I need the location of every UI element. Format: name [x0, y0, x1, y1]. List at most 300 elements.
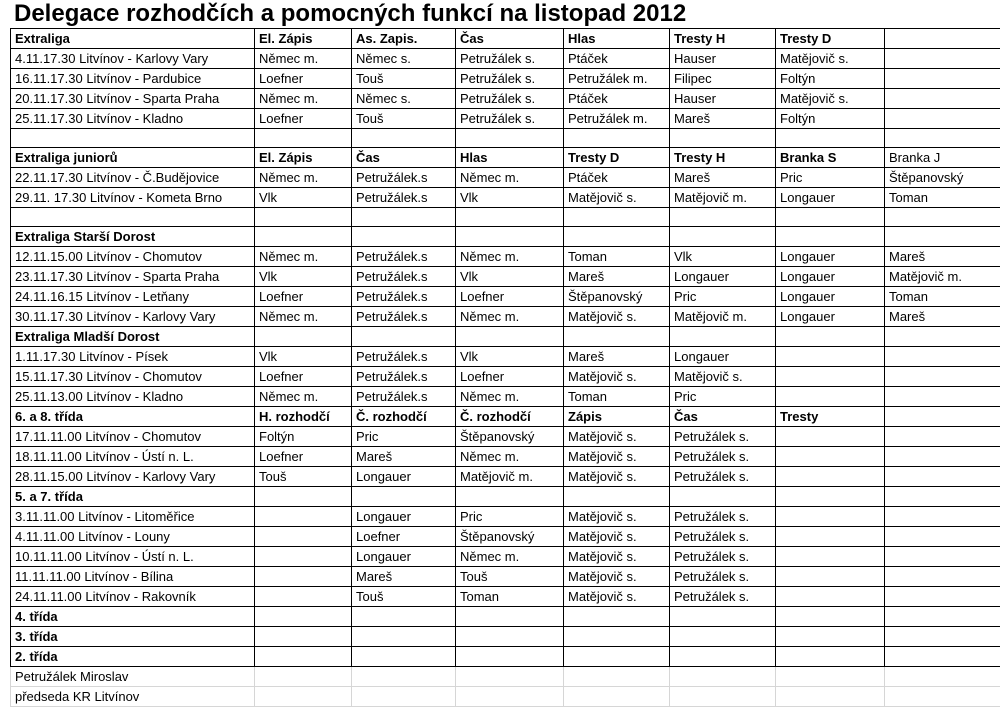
- table-cell: Petružálek.s: [352, 387, 456, 407]
- table-cell: [885, 647, 1000, 667]
- table-row: [11, 287, 1000, 307]
- table-cell: [255, 227, 352, 247]
- table-row: [11, 247, 1000, 267]
- match-cell: 3.11.11.00 Litvínov - Litoměřice: [11, 507, 255, 527]
- table-cell: Foltýn: [776, 69, 885, 89]
- table-cell: Ptáček: [564, 168, 670, 188]
- table-cell: Tresty D: [776, 29, 885, 49]
- table-cell: Matějovič s.: [564, 427, 670, 447]
- table-cell: Longauer: [776, 247, 885, 267]
- table-cell: [776, 447, 885, 467]
- table-cell: Matějovič m.: [885, 267, 1000, 287]
- table-cell: [352, 227, 456, 247]
- table-cell: [776, 129, 885, 148]
- table-cell: Vlk: [456, 267, 564, 287]
- table-cell: [255, 507, 352, 527]
- table-cell: [776, 587, 885, 607]
- table-cell: Petružálek.s: [352, 347, 456, 367]
- table-cell: [255, 487, 352, 507]
- table-cell: [670, 667, 776, 687]
- table-row: [11, 69, 1000, 89]
- table-cell: Branka J: [885, 148, 1000, 168]
- match-cell: 24.11.11.00 Litvínov - Rakovník: [11, 587, 255, 607]
- table-cell: Touš: [352, 109, 456, 129]
- table-cell: [670, 129, 776, 148]
- section-header-row: [11, 407, 1000, 427]
- match-cell: 15.11.17.30 Litvínov - Chomutov: [11, 367, 255, 387]
- table-row: [11, 49, 1000, 69]
- section-header-row: [11, 487, 1000, 507]
- table-cell: [776, 327, 885, 347]
- table-cell: [885, 587, 1000, 607]
- table-cell: Petružálek m.: [564, 69, 670, 89]
- section-label-cell: Extraliga Mladší Dorost: [11, 327, 255, 347]
- table-cell: Němec s.: [352, 49, 456, 69]
- table-cell: Longauer: [670, 347, 776, 367]
- table-cell: [255, 527, 352, 547]
- table-cell: Touš: [255, 467, 352, 487]
- match-cell: 10.11.11.00 Litvínov - Ústí n. L.: [11, 547, 255, 567]
- table-cell: Petružálek.s: [352, 287, 456, 307]
- table-cell: Hauser: [670, 89, 776, 109]
- table-cell: Mareš: [564, 267, 670, 287]
- table-cell: Zápis: [564, 407, 670, 427]
- table-cell: [456, 208, 564, 227]
- table-cell: [564, 687, 670, 707]
- table-cell: [776, 208, 885, 227]
- section-label-cell: Extraliga: [11, 29, 255, 49]
- table-cell: Pric: [670, 387, 776, 407]
- table-cell: Loefner: [255, 447, 352, 467]
- table-cell: Štěpanovský: [885, 168, 1000, 188]
- table-cell: Vlk: [456, 347, 564, 367]
- table-cell: [352, 667, 456, 687]
- table-cell: Branka S: [776, 148, 885, 168]
- table-cell: [670, 487, 776, 507]
- table-cell: Hlas: [456, 148, 564, 168]
- table-row: [11, 427, 1000, 447]
- table-cell: [776, 507, 885, 527]
- table-cell: [885, 49, 1000, 69]
- table-cell: Toman: [456, 587, 564, 607]
- table-cell: Matějovič s.: [776, 49, 885, 69]
- table-cell: [456, 667, 564, 687]
- table-cell: [255, 667, 352, 687]
- table-cell: [776, 367, 885, 387]
- table-cell: [776, 687, 885, 707]
- match-cell: 4.11.17.30 Litvínov - Karlovy Vary: [11, 49, 255, 69]
- table-cell: [885, 208, 1000, 227]
- table-cell: Petružálek.s: [352, 188, 456, 208]
- match-cell: 12.11.15.00 Litvínov - Chomutov: [11, 247, 255, 267]
- table-cell: Foltýn: [255, 427, 352, 447]
- section-label-cell: 5. a 7. třída: [11, 487, 255, 507]
- section-header-row: [11, 627, 1000, 647]
- table-cell: H. rozhodčí: [255, 407, 352, 427]
- table-cell: [456, 607, 564, 627]
- table-cell: [255, 208, 352, 227]
- table-cell: Pric: [670, 287, 776, 307]
- table-cell: Filipec: [670, 69, 776, 89]
- table-cell: Ptáček: [564, 49, 670, 69]
- table-cell: Loefner: [456, 287, 564, 307]
- table-cell: [352, 627, 456, 647]
- table-cell: [564, 667, 670, 687]
- table-cell: [885, 447, 1000, 467]
- table-cell: [885, 507, 1000, 527]
- table-cell: [885, 467, 1000, 487]
- table-cell: [885, 407, 1000, 427]
- table-cell: [885, 347, 1000, 367]
- table-cell: [885, 687, 1000, 707]
- table-cell: Štěpanovský: [564, 287, 670, 307]
- table-cell: Vlk: [255, 267, 352, 287]
- section-label-cell: Extraliga Starší Dorost: [11, 227, 255, 247]
- table-cell: Pric: [352, 427, 456, 447]
- table-cell: [885, 607, 1000, 627]
- match-cell: 25.11.13.00 Litvínov - Kladno: [11, 387, 255, 407]
- table-cell: [885, 327, 1000, 347]
- table-cell: [776, 527, 885, 547]
- table-cell: Longauer: [776, 267, 885, 287]
- table-cell: Petružálek s.: [456, 69, 564, 89]
- table-cell: Toman: [885, 287, 1000, 307]
- table-cell: Mareš: [670, 168, 776, 188]
- table-cell: [885, 89, 1000, 109]
- table-cell: [456, 687, 564, 707]
- delegation-table: [10, 28, 1000, 707]
- table-cell: Touš: [352, 69, 456, 89]
- table-cell: [564, 627, 670, 647]
- table-cell: [352, 607, 456, 627]
- table-cell: Petružálek s.: [670, 547, 776, 567]
- table-cell: Matějovič s.: [564, 447, 670, 467]
- table-cell: Čas: [456, 29, 564, 49]
- table-cell: [776, 347, 885, 367]
- match-cell: [11, 129, 255, 148]
- table-cell: Němec m.: [456, 447, 564, 467]
- table-cell: Němec m.: [255, 387, 352, 407]
- table-row: [11, 567, 1000, 587]
- table-cell: Němec m.: [456, 247, 564, 267]
- table-cell: Longauer: [352, 467, 456, 487]
- table-cell: Mareš: [885, 307, 1000, 327]
- table-cell: Matějovič s.: [670, 367, 776, 387]
- match-cell: 22.11.17.30 Litvínov - Č.Budějovice: [11, 168, 255, 188]
- table-cell: Pric: [776, 168, 885, 188]
- table-cell: Matějovič s.: [564, 188, 670, 208]
- table-cell: [885, 627, 1000, 647]
- table-cell: [456, 129, 564, 148]
- table-cell: Ptáček: [564, 89, 670, 109]
- match-cell: Petružálek Miroslav: [11, 667, 255, 687]
- table-cell: [352, 647, 456, 667]
- table-row: [11, 188, 1000, 208]
- match-cell: 4.11.11.00 Litvínov - Louny: [11, 527, 255, 547]
- table-cell: Němec m.: [255, 168, 352, 188]
- table-cell: [885, 667, 1000, 687]
- table-cell: [885, 29, 1000, 49]
- table-cell: Petružálek s.: [670, 467, 776, 487]
- table-cell: [776, 567, 885, 587]
- table-cell: Matějovič s.: [564, 507, 670, 527]
- table-cell: Petružálek s.: [670, 527, 776, 547]
- table-cell: Matějovič m.: [670, 307, 776, 327]
- table-cell: Matějovič s.: [776, 89, 885, 109]
- table-row: [11, 307, 1000, 327]
- table-cell: Loefner: [352, 527, 456, 547]
- table-cell: [456, 227, 564, 247]
- table-cell: [885, 109, 1000, 129]
- table-cell: Matějovič s.: [564, 567, 670, 587]
- table-cell: [255, 587, 352, 607]
- table-cell: El. Zápis: [255, 29, 352, 49]
- table-cell: Loefner: [255, 367, 352, 387]
- table-cell: [670, 327, 776, 347]
- section-label-cell: 4. třída: [11, 607, 255, 627]
- table-row: [11, 168, 1000, 188]
- table-cell: Petružálek.s: [352, 267, 456, 287]
- table-cell: [564, 208, 670, 227]
- table-cell: Petružálek s.: [670, 587, 776, 607]
- table-cell: [255, 567, 352, 587]
- table-cell: [255, 647, 352, 667]
- match-cell: předseda KR Litvínov: [11, 687, 255, 707]
- table-cell: [670, 627, 776, 647]
- table-cell: Němec m.: [456, 168, 564, 188]
- table-cell: [776, 607, 885, 627]
- match-cell: 11.11.11.00 Litvínov - Bílina: [11, 567, 255, 587]
- table-cell: Matějovič s.: [564, 307, 670, 327]
- table-cell: [456, 487, 564, 507]
- table-cell: Petružálek.s: [352, 367, 456, 387]
- table-row: [11, 507, 1000, 527]
- match-cell: 30.11.17.30 Litvínov - Karlovy Vary: [11, 307, 255, 327]
- table-row: [11, 387, 1000, 407]
- table-cell: Longauer: [670, 267, 776, 287]
- table-row: [11, 447, 1000, 467]
- table-cell: [885, 129, 1000, 148]
- table-cell: Matějovič s.: [564, 467, 670, 487]
- signature-row: [11, 687, 1000, 707]
- table-row: [11, 267, 1000, 287]
- section-label-cell: 3. třída: [11, 627, 255, 647]
- section-header-row: [11, 227, 1000, 247]
- table-cell: Němec m.: [255, 49, 352, 69]
- table-cell: [885, 367, 1000, 387]
- table-cell: [255, 129, 352, 148]
- table-cell: [885, 227, 1000, 247]
- table-cell: Petružálek s.: [670, 427, 776, 447]
- table-cell: Štěpanovský: [456, 427, 564, 447]
- table-cell: Matějovič s.: [564, 367, 670, 387]
- table-cell: Hauser: [670, 49, 776, 69]
- table-cell: [776, 627, 885, 647]
- table-cell: Touš: [456, 567, 564, 587]
- table-cell: [776, 427, 885, 447]
- table-row: [11, 347, 1000, 367]
- table-cell: [352, 129, 456, 148]
- spacer-row: [11, 208, 1000, 227]
- table-cell: [885, 547, 1000, 567]
- match-cell: 16.11.17.30 Litvínov - Pardubice: [11, 69, 255, 89]
- section-header-row: [11, 29, 1000, 49]
- match-cell: 25.11.17.30 Litvínov - Kladno: [11, 109, 255, 129]
- table-cell: [564, 327, 670, 347]
- table-cell: Loefner: [456, 367, 564, 387]
- table-cell: Toman: [885, 188, 1000, 208]
- table-cell: Petružálek s.: [456, 109, 564, 129]
- table-cell: [352, 687, 456, 707]
- table-cell: Mareš: [885, 247, 1000, 267]
- table-cell: Č. rozhodčí: [456, 407, 564, 427]
- table-cell: [255, 687, 352, 707]
- table-cell: Mareš: [670, 109, 776, 129]
- match-cell: 23.11.17.30 Litvínov - Sparta Praha: [11, 267, 255, 287]
- table-cell: [885, 487, 1000, 507]
- table-cell: Loefner: [255, 109, 352, 129]
- table-cell: Longauer: [776, 307, 885, 327]
- table-cell: Matějovič s.: [564, 547, 670, 567]
- table-cell: Petružálek s.: [670, 567, 776, 587]
- table-cell: Touš: [352, 587, 456, 607]
- section-label-cell: 2. třída: [11, 647, 255, 667]
- match-cell: [11, 208, 255, 227]
- table-cell: [670, 647, 776, 667]
- table-cell: Hlas: [564, 29, 670, 49]
- table-cell: Loefner: [255, 287, 352, 307]
- table-cell: [885, 567, 1000, 587]
- section-header-row: [11, 148, 1000, 168]
- table-cell: [670, 208, 776, 227]
- table-cell: Matějovič s.: [564, 527, 670, 547]
- table-cell: Matějovič s.: [564, 587, 670, 607]
- table-cell: Foltýn: [776, 109, 885, 129]
- table-cell: Toman: [564, 387, 670, 407]
- spacer-row: [11, 129, 1000, 148]
- table-cell: [352, 208, 456, 227]
- table-cell: Němec m.: [255, 307, 352, 327]
- table-cell: Němec m.: [255, 247, 352, 267]
- table-cell: Čas: [670, 407, 776, 427]
- table-cell: Č. rozhodčí: [352, 407, 456, 427]
- table-cell: [352, 487, 456, 507]
- section-header-row: [11, 327, 1000, 347]
- table-cell: Matějovič m.: [456, 467, 564, 487]
- table-cell: Němec m.: [456, 387, 564, 407]
- table-cell: Toman: [564, 247, 670, 267]
- table-cell: [564, 227, 670, 247]
- table-cell: Vlk: [255, 188, 352, 208]
- section-label-cell: 6. a 8. třída: [11, 407, 255, 427]
- match-cell: 20.11.17.30 Litvínov - Sparta Praha: [11, 89, 255, 109]
- table-cell: [776, 647, 885, 667]
- match-cell: 18.11.11.00 Litvínov - Ústí n. L.: [11, 447, 255, 467]
- table-cell: Longauer: [352, 507, 456, 527]
- table-cell: Vlk: [456, 188, 564, 208]
- table-cell: [776, 547, 885, 567]
- table-cell: Petružálek m.: [564, 109, 670, 129]
- table-cell: [564, 129, 670, 148]
- table-row: [11, 109, 1000, 129]
- signature-row: [11, 667, 1000, 687]
- table-cell: Petružálek s.: [456, 49, 564, 69]
- table-cell: Tresty: [776, 407, 885, 427]
- table-cell: Mareš: [352, 567, 456, 587]
- table-cell: Matějovič m.: [670, 188, 776, 208]
- table-cell: [776, 227, 885, 247]
- section-header-row: [11, 647, 1000, 667]
- table-cell: Mareš: [564, 347, 670, 367]
- table-row: [11, 547, 1000, 567]
- table-cell: Vlk: [255, 347, 352, 367]
- table-cell: [564, 647, 670, 667]
- table-cell: Němec m.: [456, 307, 564, 327]
- table-cell: [885, 69, 1000, 89]
- table-cell: Tresty D: [564, 148, 670, 168]
- table-row: [11, 467, 1000, 487]
- table-cell: [456, 627, 564, 647]
- table-cell: [255, 547, 352, 567]
- table-row: [11, 587, 1000, 607]
- page-title: Delegace rozhodčích a pomocných funkcí na listopad 2012: [14, 0, 687, 27]
- table-row: [11, 527, 1000, 547]
- table-cell: [670, 687, 776, 707]
- table-cell: [564, 607, 670, 627]
- table-cell: Mareš: [352, 447, 456, 467]
- table-cell: Petružálek s.: [670, 507, 776, 527]
- match-cell: 1.11.17.30 Litvínov - Písek: [11, 347, 255, 367]
- table-cell: Čas: [352, 148, 456, 168]
- table-cell: Vlk: [670, 247, 776, 267]
- table-cell: Longauer: [352, 547, 456, 567]
- table-cell: [776, 387, 885, 407]
- table-cell: Štěpanovský: [456, 527, 564, 547]
- table-cell: [885, 527, 1000, 547]
- match-cell: 24.11.16.15 Litvínov - Letňany: [11, 287, 255, 307]
- table-cell: [885, 387, 1000, 407]
- match-cell: 28.11.15.00 Litvínov - Karlovy Vary: [11, 467, 255, 487]
- table-row: [11, 89, 1000, 109]
- table-cell: Pric: [456, 507, 564, 527]
- table-cell: Petružálek.s: [352, 247, 456, 267]
- table-cell: [776, 487, 885, 507]
- table-cell: Tresty H: [670, 29, 776, 49]
- table-cell: Loefner: [255, 69, 352, 89]
- table-cell: [352, 327, 456, 347]
- match-cell: 17.11.11.00 Litvínov - Chomutov: [11, 427, 255, 447]
- table-cell: Longauer: [776, 188, 885, 208]
- table-cell: [776, 467, 885, 487]
- table-cell: Petružálek.s: [352, 168, 456, 188]
- table-cell: [776, 667, 885, 687]
- table-cell: As. Zapis.: [352, 29, 456, 49]
- table-cell: Petružálek s.: [456, 89, 564, 109]
- table-cell: Longauer: [776, 287, 885, 307]
- table-cell: Němec s.: [352, 89, 456, 109]
- table-cell: [670, 607, 776, 627]
- table-cell: [255, 607, 352, 627]
- table-cell: Němec m.: [456, 547, 564, 567]
- section-label-cell: Extraliga juniorů: [11, 148, 255, 168]
- match-cell: 29.11. 17.30 Litvínov - Kometa Brno: [11, 188, 255, 208]
- table-cell: Tresty H: [670, 148, 776, 168]
- table-cell: Petružálek.s: [352, 307, 456, 327]
- table-cell: [564, 487, 670, 507]
- table-cell: [255, 327, 352, 347]
- table-row: [11, 367, 1000, 387]
- table-cell: [670, 227, 776, 247]
